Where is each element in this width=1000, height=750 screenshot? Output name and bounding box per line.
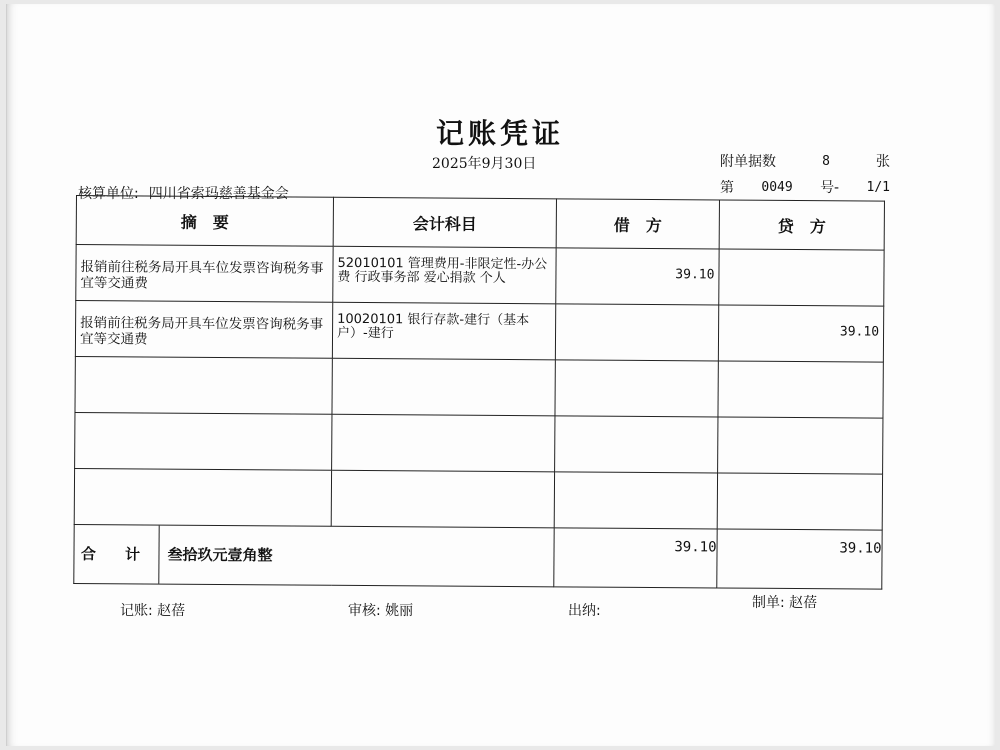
voucher-no-suffix: 号- (820, 180, 840, 196)
row-credit (718, 473, 882, 492)
row-account (333, 359, 555, 371)
unit-name: 四川省索玛慈善基金会 (148, 186, 289, 202)
row-debit: 39.10 (675, 267, 715, 283)
row-account: 10020101 银行存款-建行（基本户）-建行 (336, 311, 530, 342)
voucher-page: 1/1 (866, 179, 890, 195)
total-label: 合 计 (74, 525, 159, 584)
header-account: 会计科目 (333, 197, 556, 248)
unit-label: 核算单位: (78, 186, 139, 202)
row-account: 52010101 管理费用-非限定性-办公费 行政事务部 爱心捐款 个人 (337, 255, 548, 287)
row-debit (555, 472, 717, 491)
row-account (332, 471, 554, 483)
total-debit: 39.10 (674, 539, 717, 556)
attach-unit: 张 (875, 154, 890, 170)
cashier-signature: 出纳: (568, 603, 601, 619)
bookkeeper-signature: 记账: 赵蓓 (120, 603, 186, 619)
row-summary (75, 413, 331, 429)
row-summary (75, 469, 331, 485)
table-row (75, 301, 883, 363)
voucher-no: 0049 (761, 179, 793, 195)
attach-count: 8 (822, 153, 830, 169)
attachment-info (720, 148, 890, 200)
table-row (75, 356, 883, 418)
attach-label: 附单据数 (720, 154, 776, 170)
header-credit: 贷 方 (719, 200, 884, 250)
reviewer-signature: 审核: 姚丽 (348, 603, 414, 619)
row-credit: 39.10 (839, 324, 880, 340)
voucher-table (73, 195, 885, 590)
row-summary: 报销前往税务局开具车位发票咨询税务事宜等交通费 (80, 259, 324, 292)
table-row (75, 412, 883, 474)
voucher-date: 2025年9月30日 (432, 156, 537, 172)
voucher-no-prefix: 第 (720, 180, 734, 196)
row-debit (556, 360, 718, 379)
row-summary (76, 357, 332, 373)
row-debit (555, 416, 717, 435)
table-row (76, 245, 884, 307)
row-debit (556, 304, 718, 323)
row-credit (720, 249, 884, 268)
header-summary: 摘 要 (76, 196, 333, 247)
total-words: 叁拾玖元壹角整 (167, 545, 273, 565)
row-account (332, 415, 554, 427)
header-debit: 借 方 (556, 199, 719, 249)
row-credit (718, 417, 882, 436)
preparer-signature: 制单: 赵蓓 (752, 595, 818, 611)
voucher-title: 记账凭证 (435, 117, 564, 150)
total-row (74, 524, 882, 589)
row-summary: 报销前往税务局开具车位发票咨询税务事宜等交通费 (79, 315, 324, 348)
row-credit (719, 361, 883, 380)
table-row (74, 468, 882, 530)
table-header-row (76, 196, 884, 251)
total-credit: 39.10 (839, 540, 882, 557)
